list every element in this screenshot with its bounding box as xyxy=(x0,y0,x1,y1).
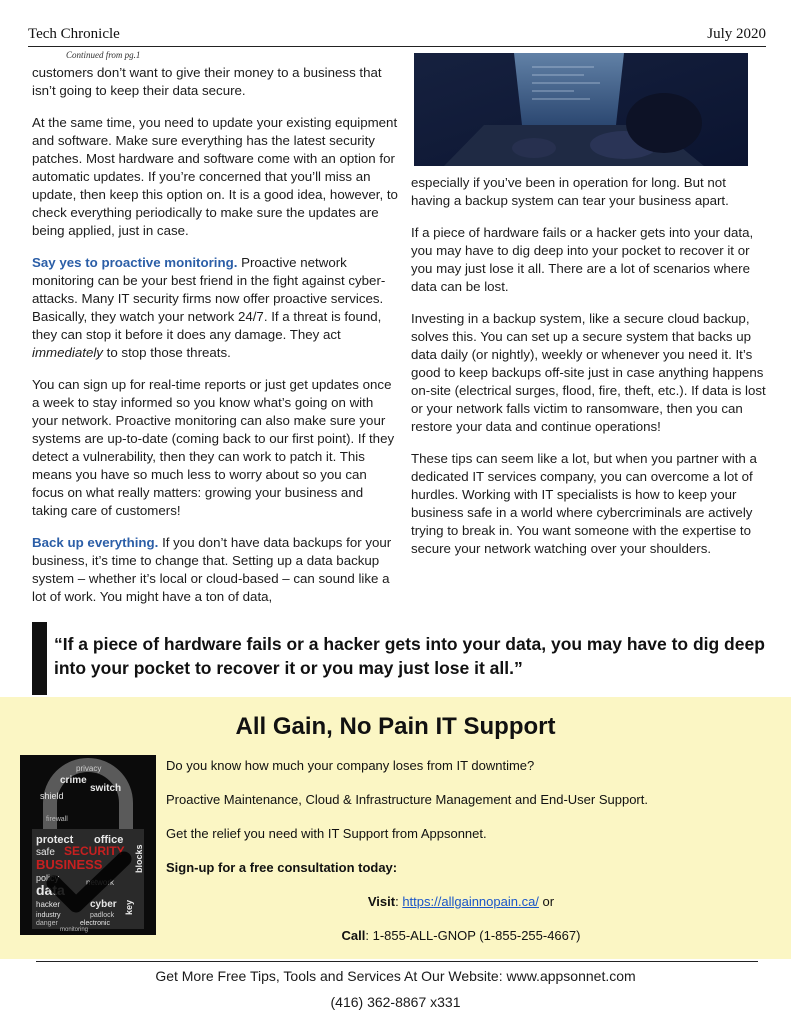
promo-cta: Sign-up for a free consultation today: xyxy=(166,860,398,875)
paragraph: Investing in a backup system, like a secure cloud backup, solves this. You can set up a secure system that backs up data daily (or nightly), weekly or whenever you need it. It’s good to keep backups off-site just in case anything happens on-site (electrical surges, flood, fire, theft, etc.). If data is lost or your network falls victim to ransomware, then you can restore your data and continue operations! xyxy=(411,311,766,434)
visit-separator: : xyxy=(395,894,403,909)
cloud-word: network xyxy=(86,878,115,887)
paragraph: customers don’t want to give their money to a business that isn’t going to keep their data secure. xyxy=(32,65,382,98)
promo-title: All Gain, No Pain IT Support xyxy=(235,713,556,740)
call-number: : 1-855-ALL-GNOP (1-855-255-4667) xyxy=(365,928,581,943)
cloud-word: switch xyxy=(90,783,122,794)
continued-note: Continued from pg.1 xyxy=(66,50,141,60)
call-label: Call xyxy=(341,928,366,943)
cloud-word: hacker xyxy=(36,900,61,909)
quote-text: “If a piece of hardware fails or a hacker gets into your data, you may have to dig deep into your pocket to recover it or you may just lose it all.” xyxy=(54,634,765,678)
paragraph: You can sign up for real-time reports or just get updates once a week to stay informed so you know what’s going on with your network. Proactive monitoring can also make sure your systems are up-to-date (coming back to our first point). If they detect a vulnerability, then they can work to patch it. This means you have so much less to worry about so you can focus on what really matters: growing your business and taking care of customers! xyxy=(32,377,395,518)
issue-date: July 2020 xyxy=(707,26,766,42)
cloud-word: padlock xyxy=(90,912,115,919)
newsletter-title: Tech Chronicle xyxy=(28,26,120,42)
promo-text xyxy=(166,757,756,961)
cloud-word: electronic xyxy=(80,920,110,927)
paragraph-text: Proactive network monitoring can be your best friend in the fight against cyber-attacks. Many IT security firms now offer proactive services. Basically, they watch your network 24/7. If a threat is found, they can stop it before it does any damage. They act xyxy=(32,255,386,342)
cloud-word: safe xyxy=(36,847,55,858)
promo-line: Do you know how much your company loses from IT downtime? xyxy=(166,758,535,773)
cloud-word: monitoring xyxy=(60,927,89,933)
left-column xyxy=(32,64,398,620)
cloud-word: crime xyxy=(60,775,87,786)
visit-after: or xyxy=(538,894,555,909)
subheading-proactive-monitoring: Say yes to proactive monitoring. xyxy=(32,255,238,270)
paragraph-text: to stop those threats. xyxy=(102,345,231,360)
promo-line: Proactive Maintenance, Cloud & Infrastructure Management and End-User Support. xyxy=(166,792,648,807)
website-link[interactable]: https://allgainnopain.ca/ xyxy=(402,894,539,909)
quote-bar xyxy=(32,622,47,695)
cloud-word: firewall xyxy=(46,816,68,823)
page-header xyxy=(28,24,766,47)
paragraph: At the same time, you need to update your existing equipment and software. Make sure everything has the latest security patches. Most hardware and software come with an option for automatic updates. If you’re concerned that you’ll miss an update, then keep this option on. It is a good idea, however, to check everything periodically to make sure the updates are being applied, just in case. xyxy=(32,115,398,238)
promo-call xyxy=(166,927,756,945)
cloud-word: BUSINESS xyxy=(36,857,103,872)
cloud-word: privacy xyxy=(76,764,102,773)
footer-website-line: Get More Free Tips, Tools and Services At Our Website: www.appsonnet.com xyxy=(155,968,636,984)
emphasis-text: immediately xyxy=(32,345,103,360)
cloud-word: office xyxy=(94,834,124,846)
right-column xyxy=(411,174,766,572)
footer-phone-line: (416) 362-8867 x331 xyxy=(330,994,461,1010)
footer-divider xyxy=(36,961,758,962)
cloud-word: shield xyxy=(40,791,64,801)
cloud-word: industry xyxy=(36,912,61,919)
promo-box xyxy=(0,697,791,959)
cloud-word: SECURITY xyxy=(64,844,125,858)
paragraph xyxy=(32,534,398,606)
promo-visit xyxy=(166,893,756,911)
security-padlock-word-cloud-image xyxy=(20,755,156,935)
hacker-laptop-photo xyxy=(414,53,748,166)
visit-label: Visit xyxy=(367,894,396,909)
paragraph xyxy=(32,254,398,362)
pull-quote xyxy=(32,622,772,696)
paragraph-text: If you don’t have data backups for your business, it’s time to change that. Setting up a data backup system – whether it’s local or cloud-based – can sound like a lot of work. You might have a ton of data, xyxy=(32,535,392,604)
cloud-word: blocks xyxy=(134,844,144,873)
cloud-word: policy xyxy=(36,873,60,883)
paragraph: These tips can seem like a lot, but when you partner with a dedicated IT services company, you can overcome a lot of hurdles. Working with IT specialists is how to keep your business safe in a world where cybercriminals are actively trying to break in. You want someone with the expertise to secure your network watching over your shoulders. xyxy=(411,451,757,556)
cloud-word: protect xyxy=(36,834,74,846)
cloud-word: data xyxy=(36,882,65,898)
paragraph: especially if you’ve been in operation for long. But not having a backup system can tear your business apart. xyxy=(411,175,729,208)
cloud-word: key xyxy=(124,899,134,915)
cloud-word: danger xyxy=(36,920,58,927)
paragraph: If a piece of hardware fails or a hacker gets into your data, you may have to dig deep into your pocket to recover it or you may just lose it all. There are a lot of scenarios where data can be lost. xyxy=(411,225,754,294)
subheading-back-up-everything: Back up everything. xyxy=(32,535,159,550)
cloud-word: cyber xyxy=(90,899,117,910)
promo-line: Get the relief you need with IT Support from Appsonnet. xyxy=(166,826,487,841)
